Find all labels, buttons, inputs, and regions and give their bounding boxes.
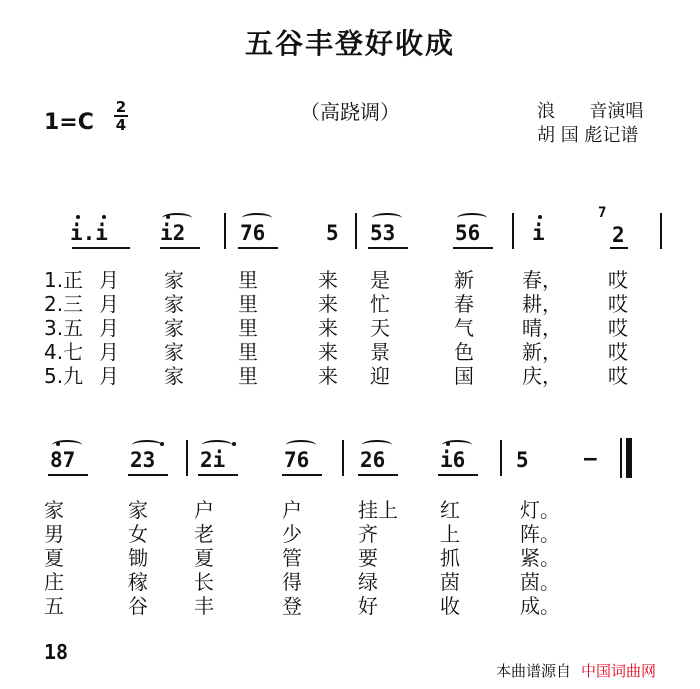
lyric-syllable: 谷 [128,594,148,618]
lyric-syllable: 里 [238,316,258,340]
time-signature [114,100,128,132]
lyric-verse-4 [44,336,664,364]
note-group: 2 [612,223,625,247]
note-group: 23 [130,448,156,472]
lyric-verse-5 [44,360,664,388]
lyric-syllable: 男 [44,522,64,546]
lyric-syllable: 国 [454,364,474,388]
lyric-verse-1 [44,264,664,292]
lyric-syllable: 家 [164,268,184,292]
lyric-verse-2 [44,518,664,546]
lyric-syllable: 晴， [522,316,562,340]
octave-dot [76,215,80,219]
octave-dot [538,215,542,219]
song-subtitle: （高跷调） [300,100,400,124]
duration-underline [160,247,200,249]
note-group: 76 [284,448,310,472]
note-group: 87 [50,448,76,472]
dash-extension: — [584,446,597,470]
lyric-syllable: 月 [99,340,119,364]
note-group: 2i [200,448,226,472]
octave-dot [446,442,450,446]
slur [202,440,232,450]
lyric-syllable: 稼 [128,570,148,594]
time-signature-top: 2 [115,98,127,116]
lyric-syllable: 耕， [522,292,562,316]
note-group: i [532,221,545,245]
lyric-syllable: 1.正 [44,268,84,292]
page-number: 18 [44,640,69,664]
lyric-syllable: 5.九 [44,364,84,388]
lyric-syllable: 是 [370,268,390,292]
lyric-syllable: 红 [440,498,460,522]
lyric-syllable: 阵。 [520,522,560,546]
octave-dot [102,215,106,219]
lyric-verse-3 [44,312,664,340]
lyric-syllable: 茵 [440,570,460,594]
duration-underline [438,474,478,476]
credits [537,100,643,148]
lyric-syllable: 老 [194,522,214,546]
note-group: 53 [370,221,396,245]
barline [342,440,344,476]
source-note [496,660,656,681]
lyric-verse-1 [44,494,664,522]
lyric-syllable: 里 [238,340,258,364]
note-group: 56 [455,221,481,245]
lyric-verse-3 [44,542,664,570]
note-group: i2 [160,221,186,245]
duration-underline [198,474,238,476]
lyric-syllable: 紧。 [520,546,560,570]
slur [286,440,316,450]
barline [660,213,662,249]
notation-system-1 [0,205,700,255]
lyric-verse-2 [44,288,664,316]
lyric-syllable: 家 [44,498,64,522]
lyric-syllable: 4.七 [44,340,84,364]
lyric-syllable: 月 [99,292,119,316]
credit-singer: 浪 音演唱 [537,101,644,122]
lyric-syllable: 家 [164,316,184,340]
lyric-syllable: 茵。 [520,570,560,594]
final-barline-thick [626,438,632,478]
lyric-syllable: 景 [370,340,390,364]
grace-note: 7 [598,205,607,221]
octave-dot [232,442,236,446]
lyric-syllable: 管 [282,546,302,570]
key-signature: 1=C [44,110,94,135]
lyric-syllable: 长 [194,570,214,594]
octave-dot [56,442,60,446]
lyric-syllable: 忙 [370,292,390,316]
lyric-syllable: 成。 [520,594,560,618]
duration-underline [238,247,278,249]
lyric-syllable: 少 [282,522,302,546]
note-group: 5 [326,221,339,245]
note-group: 5 [516,448,529,472]
lyric-syllable: 家 [164,364,184,388]
lyric-syllable: 锄 [128,546,148,570]
octave-dot [166,215,170,219]
duration-underline [453,247,493,249]
note-group: 26 [360,448,386,472]
lyric-syllable: 五 [44,594,64,618]
lyric-syllable: 来 [318,364,338,388]
lyric-syllable: 丰 [194,594,214,618]
lyric-syllable: 春 [454,292,474,316]
duration-underline [368,247,408,249]
lyric-syllable: 新， [522,340,562,364]
lyric-syllable: 月 [99,316,119,340]
lyric-syllable: 3.五 [44,316,84,340]
lyric-syllable: 齐 [358,522,378,546]
notation-system-2 [0,432,700,482]
lyric-verse-4 [44,566,664,594]
lyric-syllable: 里 [238,364,258,388]
barline [224,213,226,249]
lyric-syllable: 来 [318,268,338,292]
lyric-syllable: 来 [318,292,338,316]
octave-dot [160,442,164,446]
lyric-syllable: 收 [440,594,460,618]
slur [372,213,402,223]
lyric-syllable: 迎 [370,364,390,388]
barline [186,440,188,476]
barline [355,213,357,249]
lyric-syllable: 登 [282,594,302,618]
lyric-syllable: 挂上 [358,498,398,522]
lyric-syllable: 春， [522,268,562,292]
duration-underline [610,247,628,249]
lyric-syllable: 里 [238,268,258,292]
duration-underline [48,474,88,476]
lyric-syllable: 哎 [608,316,628,340]
lyric-verse-5 [44,590,664,618]
lyric-syllable: 夏 [194,546,214,570]
lyric-syllable: 新 [454,268,474,292]
lyric-syllable: 气 [454,316,474,340]
slur [362,440,392,450]
duration-underline [282,474,322,476]
source-site-link[interactable]: 中国词曲网 [581,662,657,680]
note-group: 76 [240,221,266,245]
slur [242,213,272,223]
lyric-syllable: 月 [99,364,119,388]
lyric-syllable: 哎 [608,364,628,388]
lyric-syllable: 得 [282,570,302,594]
duration-underline [128,474,168,476]
lyric-syllable: 户 [282,498,302,522]
slur [457,213,487,223]
lyric-syllable: 户 [194,498,214,522]
credit-transcriber: 胡 国 彪记谱 [537,125,639,146]
lyric-syllable: 来 [318,340,338,364]
duration-underline [358,474,398,476]
lyric-syllable: 家 [164,340,184,364]
lyric-syllable: 哎 [608,292,628,316]
note-group: i.i [70,221,108,245]
lyric-syllable: 好 [358,594,378,618]
lyric-syllable: 庄 [44,570,64,594]
lyric-syllable: 绿 [358,570,378,594]
lyric-syllable: 色 [454,340,474,364]
lyric-syllable: 女 [128,522,148,546]
barline [512,213,514,249]
lyric-syllable: 灯。 [520,498,560,522]
lyric-syllable: 哎 [608,268,628,292]
lyric-syllable: 家 [164,292,184,316]
lyric-syllable: 2.三 [44,292,84,316]
lyric-syllable: 月 [99,268,119,292]
source-text: 本曲谱源自 [496,662,572,680]
lyric-syllable: 夏 [44,546,64,570]
lyric-syllable: 要 [358,546,378,570]
note-group: i6 [440,448,466,472]
lyric-syllable: 哎 [608,340,628,364]
lyric-syllable: 抓 [440,546,460,570]
slur [132,440,162,450]
song-title: 五谷丰登好收成 [244,27,455,60]
lyric-syllable: 上 [440,522,460,546]
lyric-syllable: 来 [318,316,338,340]
barline [500,440,502,476]
time-signature-bottom: 4 [115,116,127,134]
duration-underline [72,247,130,249]
final-barline-thin [620,438,622,478]
lyric-syllable: 庆， [522,364,562,388]
lyric-syllable: 里 [238,292,258,316]
lyric-syllable: 家 [128,498,148,522]
lyric-syllable: 天 [370,316,390,340]
